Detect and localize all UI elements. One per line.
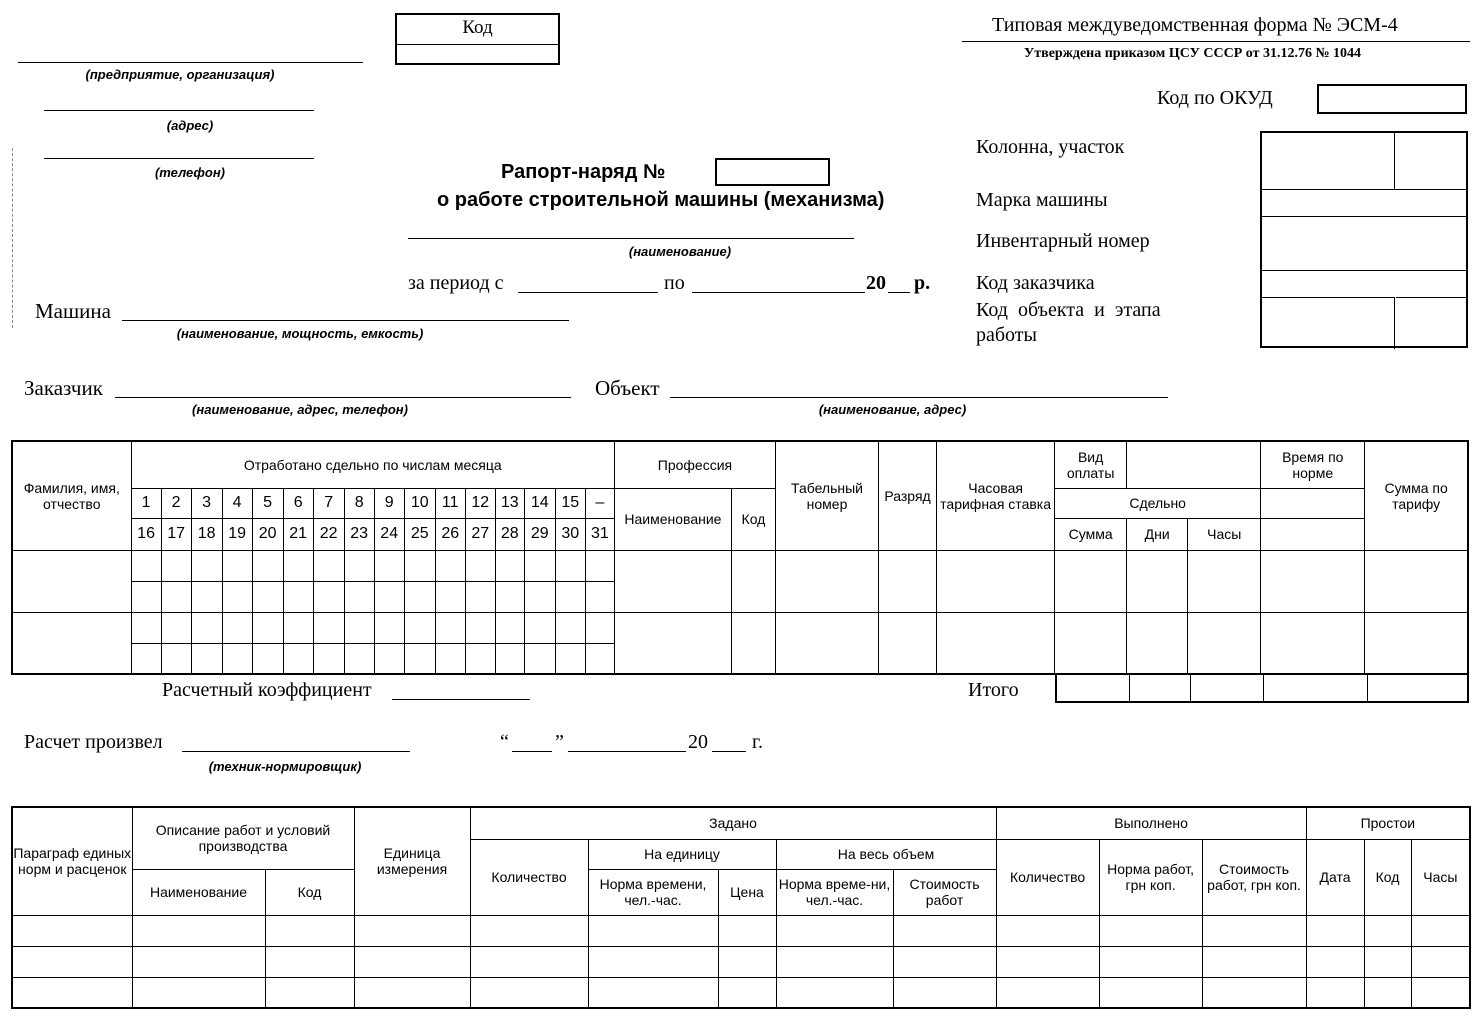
machine-brand-field[interactable]: [1262, 189, 1466, 217]
tariff-sum-cell[interactable]: [1365, 612, 1468, 674]
period-from-field[interactable]: [518, 292, 658, 293]
date-year-prefix: 20: [688, 731, 708, 753]
tab-number-cell[interactable]: [775, 550, 878, 612]
report-title-line2: о работе строительной машины (механизма): [437, 189, 885, 211]
form-approval: Утверждена приказом ЦСУ СССР от 31.12.76 № 1044: [1024, 46, 1362, 61]
total-norm-time[interactable]: [1264, 675, 1368, 701]
price-header: Цена: [718, 869, 776, 915]
hours-cell[interactable]: [1188, 612, 1261, 674]
day-value[interactable]: [465, 643, 495, 674]
form-title-rule: [962, 41, 1470, 42]
day-cell: 28: [495, 518, 524, 550]
day-value[interactable]: [161, 612, 191, 643]
day-value[interactable]: [161, 643, 191, 674]
day-cell: 13: [495, 488, 524, 518]
day-value[interactable]: [585, 550, 614, 581]
day-cell: 1: [131, 488, 161, 518]
phone-caption: (телефон): [154, 165, 226, 180]
day-value[interactable]: [524, 612, 555, 643]
machine-field[interactable]: [122, 320, 569, 321]
day-cell: 11: [435, 488, 465, 518]
day-value[interactable]: [555, 550, 585, 581]
day-value[interactable]: [404, 643, 435, 674]
tab-number-cell[interactable]: [775, 612, 878, 674]
day-cell: –: [585, 488, 614, 518]
table-cell[interactable]: [470, 915, 588, 946]
day-value[interactable]: [404, 581, 435, 612]
day-cell: 10: [404, 488, 435, 518]
table-cell[interactable]: [12, 977, 132, 1008]
prof-code-header: Код: [731, 488, 775, 550]
address-caption: (адрес): [166, 118, 214, 133]
report-name-line[interactable]: [408, 238, 854, 239]
day-value[interactable]: [404, 612, 435, 643]
customer-caption: (наименование, адрес, телефон): [192, 402, 408, 417]
day-value[interactable]: [404, 550, 435, 581]
day-value[interactable]: [283, 643, 313, 674]
okud-field[interactable]: [1317, 84, 1467, 114]
day-value[interactable]: [495, 643, 524, 674]
date-day-field[interactable]: [512, 751, 552, 752]
day-value[interactable]: [191, 643, 222, 674]
quantity-header: Количество: [470, 839, 588, 915]
customer-field[interactable]: [115, 397, 571, 398]
table-cell[interactable]: [1202, 977, 1306, 1008]
work-value-header: Стоимость работ, грн коп.: [1202, 839, 1306, 915]
tariff-sum-header: Сумма по тарифу: [1365, 441, 1468, 550]
machine-brand-label: Марка машины: [976, 189, 1108, 211]
period-to-label: по: [664, 272, 685, 294]
fio-cell[interactable]: [12, 612, 131, 674]
day-cell: 6: [283, 488, 313, 518]
table-cell[interactable]: [265, 915, 354, 946]
day-value[interactable]: [283, 550, 313, 581]
assigned-header: Задано: [470, 807, 996, 839]
day-cell: 27: [465, 518, 495, 550]
date-month-field[interactable]: [568, 751, 686, 752]
worked-header: Отработано сдельно по числам месяца: [131, 441, 614, 488]
hourly-rate-cell[interactable]: [937, 612, 1055, 674]
day-value[interactable]: [191, 612, 222, 643]
prof-code-cell[interactable]: [731, 612, 775, 674]
day-value[interactable]: [252, 550, 283, 581]
form-title: Типовая междуведомственная форма № ЭСМ-4: [992, 14, 1398, 36]
tab-number-header: Табельный номер: [775, 441, 878, 550]
days-cell[interactable]: [1127, 550, 1188, 612]
day-value[interactable]: [495, 612, 524, 643]
days-cell[interactable]: [1127, 612, 1188, 674]
day-value[interactable]: [374, 643, 404, 674]
coefficient-field[interactable]: [392, 699, 530, 700]
code-box: [395, 13, 560, 65]
table-cell[interactable]: [1202, 915, 1306, 946]
table-cell[interactable]: [1202, 946, 1306, 977]
day-cell: 26: [435, 518, 465, 550]
margin-dash-line: [12, 148, 13, 328]
table-cell[interactable]: [1099, 946, 1202, 977]
report-title-line1: Рапорт-наряд №: [501, 161, 666, 183]
day-value[interactable]: [252, 643, 283, 674]
day-value[interactable]: [313, 612, 344, 643]
total-days[interactable]: [1130, 675, 1191, 701]
enterprise-line[interactable]: [18, 62, 363, 63]
day-cell: 30: [555, 518, 585, 550]
day-cell: 5: [252, 488, 283, 518]
date-quote-close: ”: [555, 731, 564, 753]
table-cell[interactable]: [354, 946, 470, 977]
table-cell[interactable]: [1411, 977, 1470, 1008]
hours-cell[interactable]: [1188, 550, 1261, 612]
work-code-header: Код: [265, 869, 354, 915]
profession-header: Профессия: [614, 441, 775, 488]
code-value-cell[interactable]: [397, 44, 558, 64]
done-header: Выполнено: [996, 807, 1306, 839]
per-unit-header: На единицу: [588, 839, 776, 869]
day-value[interactable]: [344, 550, 374, 581]
work-cost-header: Стоимость работ: [893, 869, 996, 915]
total-hours[interactable]: [1191, 675, 1264, 701]
date-year-field[interactable]: [712, 751, 746, 752]
day-value[interactable]: [555, 581, 585, 612]
day-value[interactable]: [283, 612, 313, 643]
hourly-rate-cell[interactable]: [937, 550, 1055, 612]
day-value[interactable]: [131, 643, 161, 674]
day-value[interactable]: [344, 643, 374, 674]
day-value[interactable]: [374, 581, 404, 612]
machine-caption: (наименование, мощность, емкость): [176, 326, 424, 341]
day-value[interactable]: [222, 550, 252, 581]
object-field[interactable]: [670, 397, 1168, 398]
address-line[interactable]: [44, 110, 314, 111]
table-row: [12, 915, 1470, 946]
customer-label: Заказчик: [24, 376, 103, 400]
work-name-header: Наименование: [132, 869, 265, 915]
table-row: [12, 550, 1468, 581]
table-cell[interactable]: [1306, 915, 1364, 946]
day-cell: 22: [313, 518, 344, 550]
day-cell: 15: [555, 488, 585, 518]
work-table: [11, 806, 1471, 1009]
day-value[interactable]: [465, 581, 495, 612]
day-value[interactable]: [222, 643, 252, 674]
day-value[interactable]: [524, 643, 555, 674]
day-cell: 9: [374, 488, 404, 518]
paragraph-header: Параграф единых норм и расценок: [12, 807, 132, 915]
technician-caption: (техник-нормировщик): [208, 759, 362, 774]
inventory-number-label: Инвентарный номер: [976, 230, 1150, 252]
downtime-header: Простои: [1306, 807, 1470, 839]
day-value[interactable]: [435, 612, 465, 643]
grade-cell[interactable]: [879, 612, 937, 674]
table-cell[interactable]: [996, 915, 1099, 946]
day-cell: 17: [161, 518, 191, 550]
table-cell[interactable]: [265, 977, 354, 1008]
day-value[interactable]: [435, 643, 465, 674]
prof-name-header: Наименование: [614, 488, 731, 550]
day-value[interactable]: [555, 612, 585, 643]
report-number-field[interactable]: [715, 158, 830, 186]
day-value[interactable]: [374, 612, 404, 643]
fio-cell[interactable]: [12, 550, 131, 612]
day-cell: 8: [344, 488, 374, 518]
whole-volume-header: На весь объем: [776, 839, 996, 869]
table-row: [12, 612, 1468, 643]
table-cell[interactable]: [1306, 977, 1364, 1008]
day-value[interactable]: [344, 581, 374, 612]
table-cell[interactable]: [718, 977, 776, 1008]
table-cell[interactable]: [996, 977, 1099, 1008]
period-from-label: за период с: [408, 272, 504, 294]
total-label: Итого: [968, 679, 1019, 701]
day-value[interactable]: [344, 612, 374, 643]
table-cell[interactable]: [1306, 946, 1364, 977]
day-value[interactable]: [161, 550, 191, 581]
grade-cell[interactable]: [879, 550, 937, 612]
done-quantity-header: Количество: [996, 839, 1099, 915]
table-row: [12, 946, 1470, 977]
table-cell[interactable]: [1099, 977, 1202, 1008]
days-header: Дни: [1127, 518, 1188, 550]
day-value[interactable]: [435, 550, 465, 581]
column-section-field-b[interactable]: [1396, 133, 1468, 189]
object-code-label-line1: Код объекта и этапа: [976, 299, 1161, 321]
downtime-code-header: Код: [1364, 839, 1411, 915]
table-cell[interactable]: [893, 977, 996, 1008]
day-value[interactable]: [495, 581, 524, 612]
table-cell[interactable]: [776, 915, 893, 946]
day-value[interactable]: [252, 612, 283, 643]
table-cell[interactable]: [132, 915, 265, 946]
phone-line[interactable]: [44, 158, 314, 159]
object-label: Объект: [595, 376, 660, 400]
table-cell[interactable]: [1364, 946, 1411, 977]
norm-time-header: Время по норме: [1261, 441, 1365, 488]
day-value[interactable]: [524, 581, 555, 612]
day-value[interactable]: [191, 581, 222, 612]
date-quote-open: “: [500, 731, 509, 753]
day-value[interactable]: [222, 581, 252, 612]
coefficient-label: Расчетный коэффициент: [162, 679, 372, 701]
day-cell: 2: [161, 488, 191, 518]
norm-time-sub: [1261, 488, 1365, 518]
total-tariff-sum[interactable]: [1368, 675, 1469, 701]
table-row: [12, 977, 1470, 1008]
day-value[interactable]: [191, 550, 222, 581]
column-section-label: Колонна, участок: [976, 136, 1125, 158]
day-value[interactable]: [131, 612, 161, 643]
table-cell[interactable]: [588, 977, 718, 1008]
day-value[interactable]: [374, 550, 404, 581]
table-cell[interactable]: [1364, 915, 1411, 946]
total-row: [1055, 675, 1469, 703]
day-value[interactable]: [495, 550, 524, 581]
day-cell: 24: [374, 518, 404, 550]
period-to-field[interactable]: [692, 292, 865, 293]
date-year-suffix: г.: [752, 731, 763, 753]
calculated-by-field[interactable]: [182, 751, 410, 752]
machine-label: Машина: [35, 299, 111, 323]
table-cell[interactable]: [265, 946, 354, 977]
table-cell[interactable]: [132, 946, 265, 977]
day-value[interactable]: [465, 612, 495, 643]
enterprise-caption: (предприятие, организация): [85, 67, 275, 82]
table-cell[interactable]: [354, 915, 470, 946]
norm-time-cell[interactable]: [1261, 612, 1365, 674]
day-value[interactable]: [222, 612, 252, 643]
day-value[interactable]: [252, 581, 283, 612]
calculated-by-label: Расчет произвел: [24, 731, 163, 753]
table-cell[interactable]: [12, 946, 132, 977]
column-section-field-a[interactable]: [1262, 133, 1395, 189]
table-cell[interactable]: [776, 977, 893, 1008]
table-cell[interactable]: [588, 946, 718, 977]
day-cell: 3: [191, 488, 222, 518]
hours-header: Часы: [1188, 518, 1261, 550]
period-year-suffix: р.: [914, 272, 931, 294]
day-cell: 18: [191, 518, 222, 550]
day-value[interactable]: [313, 643, 344, 674]
day-value[interactable]: [585, 643, 614, 674]
day-value[interactable]: [131, 550, 161, 581]
day-value[interactable]: [555, 643, 585, 674]
pay-type-value[interactable]: [1127, 441, 1261, 488]
object-caption: (наименование, адрес): [818, 402, 967, 417]
table-cell[interactable]: [588, 915, 718, 946]
pay-type-header: Вид оплаты: [1055, 441, 1127, 488]
grade-header: Разряд: [879, 441, 937, 550]
day-cell: 29: [524, 518, 555, 550]
period-year-prefix: 20: [866, 272, 886, 294]
table-cell[interactable]: [718, 915, 776, 946]
work-norm-header: Норма работ, грн коп.: [1099, 839, 1202, 915]
sum-cell[interactable]: [1055, 612, 1127, 674]
table-cell[interactable]: [470, 977, 588, 1008]
day-cell: 25: [404, 518, 435, 550]
day-value[interactable]: [161, 581, 191, 612]
report-name-caption: (наименование): [628, 244, 732, 259]
table-cell[interactable]: [354, 977, 470, 1008]
day-value[interactable]: [524, 550, 555, 581]
unit-header: Единица измерения: [354, 807, 470, 915]
day-cell: 4: [222, 488, 252, 518]
day-cell: 21: [283, 518, 313, 550]
prof-name-cell[interactable]: [614, 612, 731, 674]
downtime-date-header: Дата: [1306, 839, 1364, 915]
total-sum[interactable]: [1057, 675, 1130, 701]
day-cell: 12: [465, 488, 495, 518]
table-cell[interactable]: [12, 915, 132, 946]
day-cell: 31: [585, 518, 614, 550]
customer-code-field[interactable]: [1262, 270, 1466, 298]
table-cell[interactable]: [1364, 977, 1411, 1008]
day-value[interactable]: [283, 581, 313, 612]
sum-cell[interactable]: [1055, 550, 1127, 612]
table-cell[interactable]: [996, 946, 1099, 977]
prof-code-cell[interactable]: [731, 550, 775, 612]
day-value[interactable]: [313, 550, 344, 581]
object-code-field-a[interactable]: [1262, 297, 1395, 349]
day-cell: 16: [131, 518, 161, 550]
table-cell[interactable]: [1099, 915, 1202, 946]
period-year-field[interactable]: [888, 292, 910, 293]
table-cell[interactable]: [776, 946, 893, 977]
day-cell: 14: [524, 488, 555, 518]
table-cell[interactable]: [893, 946, 996, 977]
day-value[interactable]: [585, 581, 614, 612]
time-norm-unit-header: Норма времени, чел.-час.: [588, 869, 718, 915]
piecework-header: Сдельно: [1055, 488, 1261, 518]
table-cell[interactable]: [1411, 915, 1470, 946]
day-cell: 7: [313, 488, 344, 518]
table-cell[interactable]: [470, 946, 588, 977]
day-value[interactable]: [585, 612, 614, 643]
right-fields-grid: [1260, 131, 1468, 348]
object-code-field-b[interactable]: [1396, 297, 1468, 349]
day-value[interactable]: [465, 550, 495, 581]
sum-header: Сумма: [1055, 518, 1127, 550]
downtime-hours-header: Часы: [1411, 839, 1470, 915]
object-code-label-line2: работы: [976, 324, 1037, 346]
table-cell[interactable]: [893, 915, 996, 946]
inventory-number-field[interactable]: [1262, 216, 1466, 271]
customer-code-label: Код заказчика: [976, 272, 1095, 294]
day-cell: 19: [222, 518, 252, 550]
day-cell: 23: [344, 518, 374, 550]
code-label: Код: [462, 17, 493, 38]
table-cell[interactable]: [1411, 946, 1470, 977]
day-value[interactable]: [131, 581, 161, 612]
time-norm-whole-header: Норма време-ни, чел.-час.: [776, 869, 893, 915]
norm-time-cell[interactable]: [1261, 550, 1365, 612]
day-value[interactable]: [435, 581, 465, 612]
prof-name-cell[interactable]: [614, 550, 731, 612]
tariff-sum-cell[interactable]: [1365, 550, 1468, 612]
worked-days-table: [11, 440, 1469, 675]
fio-header: Фамилия, имя, отчество: [12, 441, 131, 550]
hourly-rate-header: Часовая тарифная ставка: [937, 441, 1055, 550]
table-cell[interactable]: [132, 977, 265, 1008]
day-value[interactable]: [313, 581, 344, 612]
okud-label: Код по ОКУД: [1157, 87, 1273, 109]
norm-time-sub2: [1261, 518, 1365, 550]
table-cell[interactable]: [718, 946, 776, 977]
day-cell: 20: [252, 518, 283, 550]
work-desc-header: Описание работ и условий производства: [132, 807, 354, 869]
